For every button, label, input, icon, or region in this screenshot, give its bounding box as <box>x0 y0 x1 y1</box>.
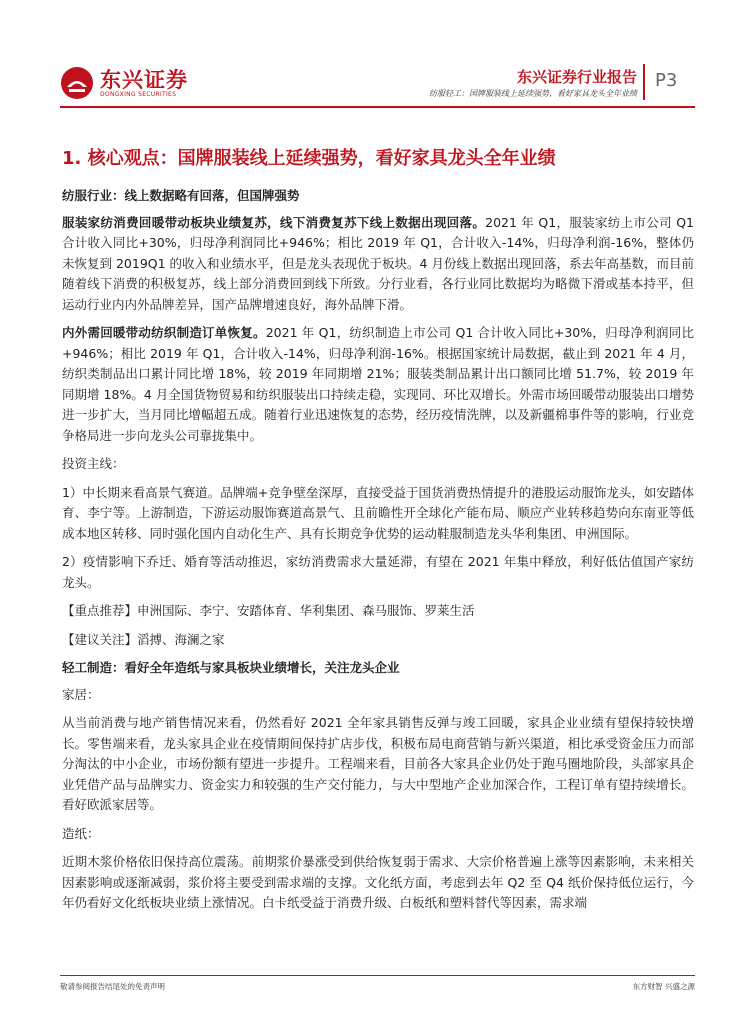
paragraph-manufacturing <box>62 323 694 446</box>
light-industry-heading: 轻工制造：看好全年造纸与家具板块业绩增长，关注龙头企业 <box>62 660 400 675</box>
suggested-attention: 【建议关注】滔搏、海澜之家 <box>62 631 225 647</box>
furniture-label: 家居： <box>62 686 100 702</box>
footer-slogan: 东方财智 兴盛之源 <box>632 982 695 991</box>
invest-point-1: 1）中长期来看高景气赛道。品牌端+竞争壁垒深厚，直接受益于国货消费热情提升的港股运动服饰龙头，如安踏体育、李宁等。上游制造，下游运动服饰赛道高景气、且前瞻性开全球化产能布局、顺应产业转移趋势向东南亚等低成本地区转移、同时强化国内自动化生产、具有长期竞争优势的运动鞋服制造龙头华利集团、申洲国际。 <box>62 484 694 541</box>
invest-heading: 投资主线： <box>62 456 125 471</box>
paragraph-manufacturing-lead: 内外需回暖带动纺织制造订单恢复。 <box>62 325 266 340</box>
paper-label: 造纸： <box>62 825 100 841</box>
report-subtitle: 纺服轻工：国牌服装线上延续强势，看好家具龙头全年业绩 <box>429 89 637 98</box>
paragraph-apparel-body: 2021 年 Q1，服装家纺上市公司 Q1 合计收入同比+30%，归母净利润同比+946%；相比 2019 年 Q1，合计收入-14%，归母净利润-16%，整体仍未恢复到 2019Q1 的收入和业绩水平，但是龙头表现优于板块。4 月份线上数据出现回落，系去年高基数，而目前随着线下消费的积极复苏，线上部分消费回到线下所致。分行业看，各行业同比数据均为略微下滑或基本持平，但运动行业内内外品牌差异，国产品牌增速良好，海外品牌下滑。 <box>62 214 694 312</box>
paragraph-apparel-lead: 服装家纺消费回暖带动板块业绩复苏，线下消费复苏下线上数据出现回落。 <box>62 214 486 230</box>
invest-point-2: 2）疫情影响下乔迁、婚育等活动推迟，家纺消费需求大量延滞，有望在 2021 年集中释放，利好低估值国产家纺龙头。 <box>62 554 694 590</box>
company-logo <box>60 62 190 102</box>
logo-mark-icon <box>60 66 94 100</box>
footer-rule <box>60 975 695 976</box>
furniture-paragraph: 从当前消费与地产销售情况来看，仍然看好 2021 全年家具销售反弹与竣工回暖，家具企业业绩有望保持较快增长。零售端来看，龙头家具企业在疫情期间保持扩店步伐，积极布局电商营销与新兴渠道，相比承受资金压力而部分淘汰的中小企业，市场份额有望进一步提升。工程端来看，目前各大家具企业仍处于跑马圈地阶段，头部家具企业凭借产品与品牌实力、资金实力和较强的生产交付能力，与大中型地产企业加深合作，工程订单有望持续增长。看好欧派家居等。 <box>62 715 694 812</box>
paper-paragraph: 近期木浆价格依旧保持高位震荡。前期浆价暴涨受到供给恢复弱于需求、大宗价格普遍上涨等因素影响，未来相关因素影响或逐渐减弱，浆价将主要受到需求端的支撑。文化纸方面，考虑到去年 Q2 至 Q4 纸价保持低位运行，今年仍看好文化纸板块业绩上涨情况。白卡纸受益于消费升级、白板纸和塑料替代等因素，需求端 <box>62 854 694 910</box>
logo-text-en: DONGXING SECURITIES <box>100 91 177 98</box>
header-divider <box>643 64 645 100</box>
logo-text-cn: 东兴证券 <box>100 68 188 92</box>
page-header <box>0 0 755 112</box>
focus-recommendations: 【重点推荐】申洲国际、李宁、安踏体育、华利集团、森马服饰、罗莱生活 <box>62 603 475 618</box>
page-number: P3 <box>655 70 678 91</box>
section-heading: 1. 核心观点：国牌服装线上延续强势，看好家具龙头全年业绩 <box>62 148 556 169</box>
paragraph-apparel <box>62 213 694 316</box>
header-rule <box>60 106 695 108</box>
footer-disclaimer: 敬请参阅报告结尾处的免责声明 <box>60 982 165 991</box>
main-content <box>62 146 694 922</box>
textile-heading: 纺服行业：线上数据略有回落，但国牌强势 <box>62 188 300 203</box>
report-title: 东兴证券行业报告 <box>516 68 637 86</box>
paragraph-manufacturing-body: 2021 年 Q1，纺织制造上市公司 Q1 合计收入同比+30%，归母净利润同比+946%；相比 2019 年 Q1，合计收入-14%，归母净利润-16%。根据国家统计局数据，截止到 2021 年 4 月，纺织类制品出口累计同比增 18%，较 2019 年同期增 21%；服装类制品累计出口额同比增 51.7%，较 2019 年同期增 18%。4 月全国货物贸易和纺织服装出口持续走稳，实现同、环比双增长。外需市场回暖带动服装出口增势进一步扩大，当月同比增幅超五成。随着行业迅速恢复的态势，经历疫情洗牌，以及新疆棉事件等的影响，行业竞争格局进一步向龙头公司靠拢集中。 <box>62 325 694 443</box>
